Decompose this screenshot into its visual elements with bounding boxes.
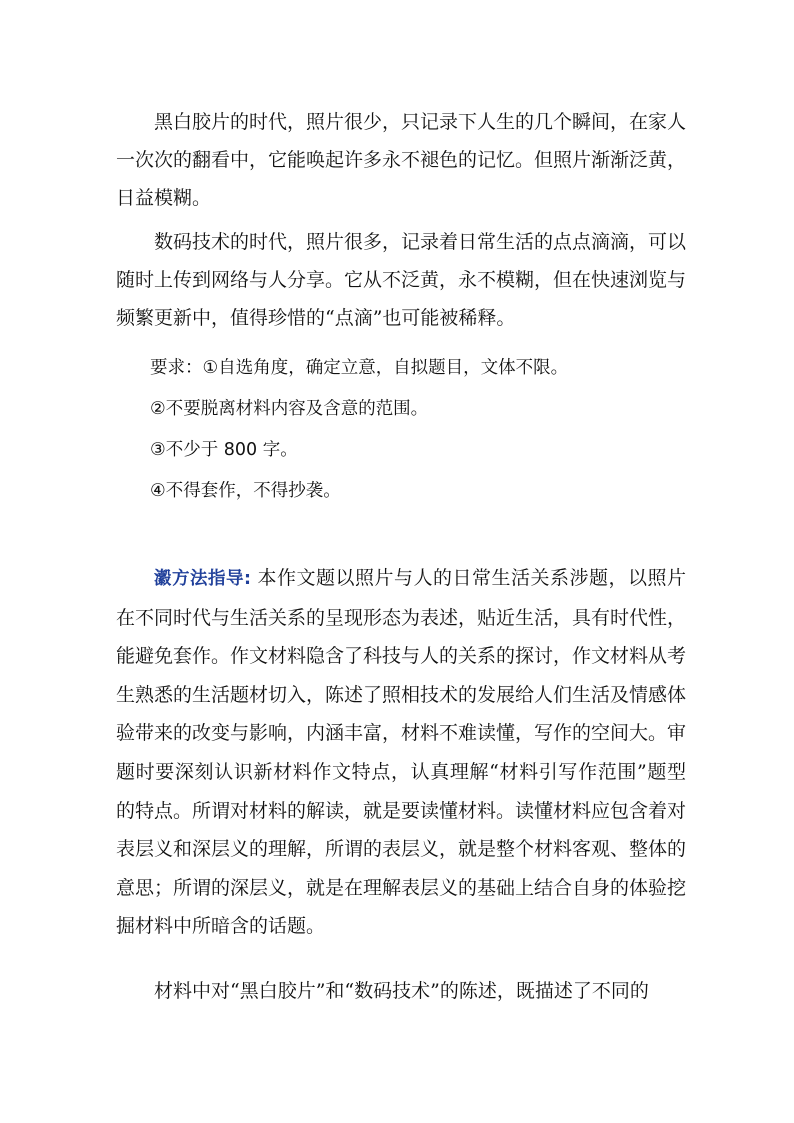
requirement-item-1: 要求：①自选角度，确定立意，自拟题目，文体不限。	[150, 358, 569, 378]
method-guidance-section	[116, 559, 686, 946]
guidance-paragraph-2-text: 材料中对“黑白胶片”和“数码技术”的陈述，既描述了不同的	[154, 980, 649, 1002]
requirement-item-4: ④不得套作，不得抄袭。	[150, 481, 341, 501]
method-guidance-label: 瀫方法指导	[154, 569, 244, 589]
material-paragraph-1-text: 黑白胶片的时代，照片很少，只记录下人生的几个瞬间，在家人一次次的翻看中，它能唤起许多永不褪色的记忆。但照片渐渐泛黄，日益模糊。	[116, 111, 687, 209]
method-guidance-colon: :	[244, 569, 251, 589]
material-paragraph-1	[116, 103, 686, 217]
method-guidance-text: 本作文题以照片与人的日常生活关系涉题，以照片在不同时代与生活关系的呈现形态为表述，贴近生活，具有时代性，能避免套作。作文材料隐含了科技与人的关系的探讨，作文材料从考生熟悉的生活题材切入，陈述了照相技术的发展给人们生活及情感体验带来的改变与影响，内涵丰富，材料不难读懂，写作的空间大。审题时要深刻认识新材料作文特点，认真理解“材料引写作范围”题型的特点。所谓对材料的解读，就是要读懂材料。读懂材料应包含着对表层义和深层义的理解，所谓的表层义，就是整个材料客观、整体的意思；所谓的深层义，就是在理解表层义的基础上结合自身的体验挖掘材料中所暗含的话题。	[116, 567, 687, 938]
method-guidance-paragraph	[116, 559, 686, 946]
requirement-item-3: ③不少于 800 字。	[150, 440, 298, 460]
guidance-paragraph-2	[116, 972, 686, 1010]
material-paragraph-2	[116, 223, 686, 337]
material-paragraph-2-text: 数码技术的时代，照片很多，记录着日常生活的点点滴滴，可以随时上传到网络与人分享。它从不泛黄，永不模糊，但在快速浏览与频繁更新中，值得珍惜的“点滴”也可能被稀释。	[116, 231, 687, 329]
requirement-item-2: ②不要脱离材料内容及含意的范围。	[150, 399, 429, 419]
